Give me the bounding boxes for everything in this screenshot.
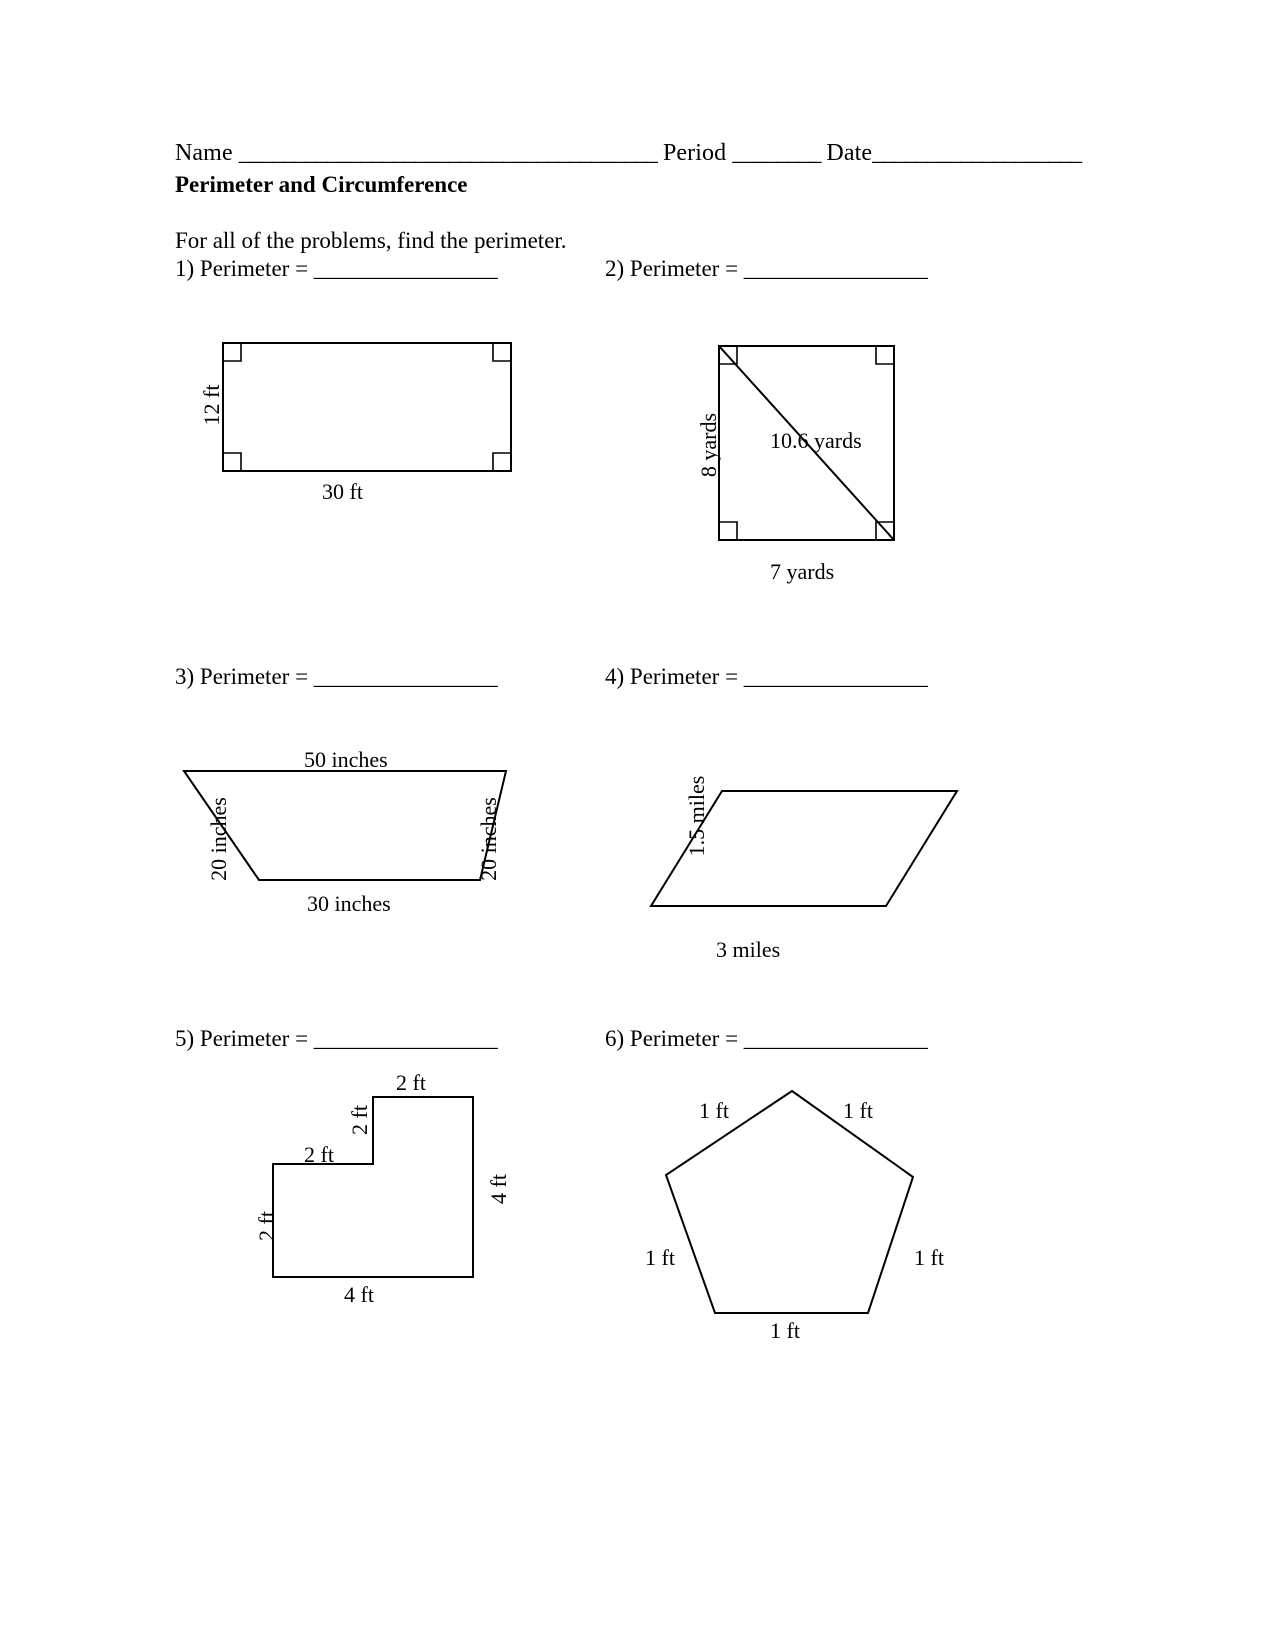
problem-4-prompt: 4) Perimeter = ________________ [605,664,928,689]
problem-3-prompt: 3) Perimeter = ________________ [175,664,498,689]
problem-1-bottom-label: 30 ft [322,479,363,504]
header-fields [175,140,1081,167]
problem-6-bottom-label: 1 ft [770,1318,800,1343]
problem-6-prompt: 6) Perimeter = ________________ [605,1026,928,1051]
problem-5-inner-horizontal-label: 2 ft [304,1142,334,1167]
problem-5-right-label: 4 ft [486,1174,511,1204]
problem-1-left-label: 12 ft [199,384,224,426]
name-blank[interactable]: ______________________________________ [238,140,657,166]
date-label: Date [826,140,873,166]
period-label: Period [662,140,727,166]
problem-5-bottom-label: 4 ft [344,1282,374,1307]
l-shape [272,1096,475,1278]
problem-5-prompt: 5) Perimeter = ________________ [175,1026,498,1051]
problem-6-upper-right-label: 1 ft [843,1098,873,1123]
problem-6-right-label: 1 ft [914,1245,944,1270]
problem-2-bottom-label: 7 yards [770,559,835,584]
problem-2-prompt: 2) Perimeter = ________________ [605,256,928,281]
problem-3-right-label: 20 inches [476,797,501,881]
problem-3-bottom-label: 30 inches [307,891,391,916]
name-label: Name [175,140,233,166]
problem-4-side-label: 1.5 miles [684,775,709,857]
problem-2-left-label: 8 yards [696,412,721,478]
problem-1-figure [222,342,512,472]
page-title: Perimeter and Circumference [175,172,468,197]
problem-5-inner-vertical-label: 2 ft [347,1105,372,1135]
date-blank[interactable]: ___________________ [872,140,1082,166]
problem-6-upper-left-label: 1 ft [699,1098,729,1123]
problem-5-left-label: 2 ft [254,1211,279,1241]
period-blank[interactable]: ________ [732,140,821,166]
problem-5-top-label: 2 ft [396,1070,426,1095]
problem-5-figure [272,1096,475,1278]
problem-3-left-label: 20 inches [206,797,231,881]
problem-4-bottom-label: 3 miles [716,937,781,962]
problem-1-prompt: 1) Perimeter = ________________ [175,256,498,281]
problem-2-diagonal-label: 10.6 yards [770,428,862,453]
problem-6-left-label: 1 ft [645,1245,675,1270]
rectangle-shape [222,342,512,472]
instructions-text: For all of the problems, find the perimeter. [175,228,567,253]
problem-3-top-label: 50 inches [304,747,388,772]
